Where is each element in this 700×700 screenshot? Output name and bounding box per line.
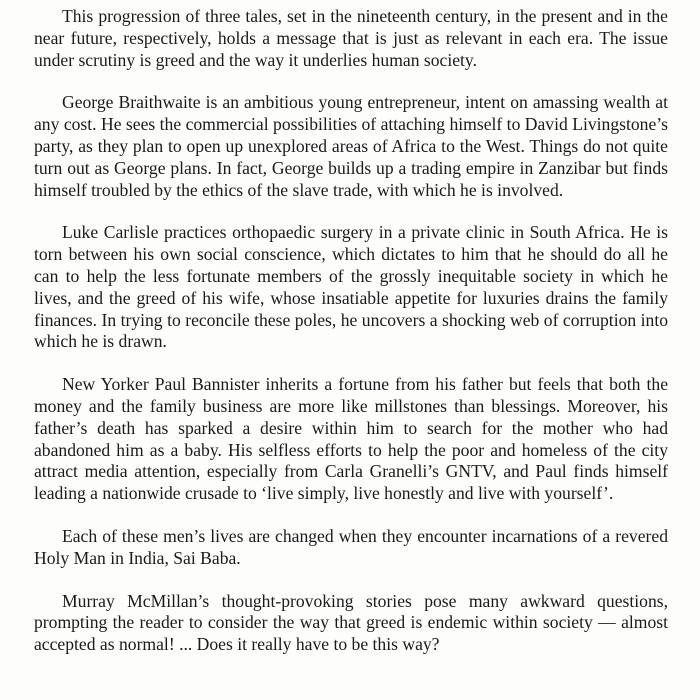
paragraph-intro: This progression of three tales, set in the nineteenth century, in the present and in the near future, respectively, holds a message that is just as relevant in each era. The issue under scrutiny is greed and the way it underlies human society. [34, 6, 668, 70]
paragraph-sai-baba: Each of these men’s lives are changed when they encounter incarnations of a revered Holy Man in India, Sai Baba. [34, 525, 668, 568]
paragraph-paul: New Yorker Paul Bannister inherits a fortune from his father but feels that both the money and the family business are more like millstones than blessings. Moreover, his father’s death has sparked a desire within him to search for the mother who had abandoned him as a baby. His selfless efforts to help the poor and homeless of the city attract media attention, especially from Carla Granelli’s GNTV, and Paul finds himself leading a nationwide crusade to ‘live simply, live honestly and live with yourself’. [34, 374, 668, 504]
blurb-text [34, 6, 668, 656]
paragraph-conclusion: Murray McMillan’s thought-provoking stories pose many awkward questions, prompting the reader to consider the way that greed is endemic within society — almost accepted as normal! ... Does it really have to be this way? [34, 590, 668, 655]
paragraph-luke: Luke Carlisle practices orthopaedic surgery in a private clinic in South Africa. He is torn between his own social conscience, which dictates to him that he should do all he can to help the less fortunate members of the grossly inequitable society in which he lives, and the greed of his wife, whose insatiable appetite for luxuries drains the family finances. In trying to reconcile these poles, he uncovers a shocking web of corruption into which he is drawn. [34, 222, 668, 352]
paragraph-george: George Braithwaite is an ambitious young entrepreneur, intent on amassing wealth at any cost. He sees the commercial possibilities of attaching himself to David Livingstone’s party, as they plan to open up unexplored areas of Africa to the West. Things do not quite turn out as George plans. In fact, George builds up a trading empire in Zanzibar but finds himself troubled by the ethics of the slave trade, with which he is involved. [34, 92, 668, 200]
